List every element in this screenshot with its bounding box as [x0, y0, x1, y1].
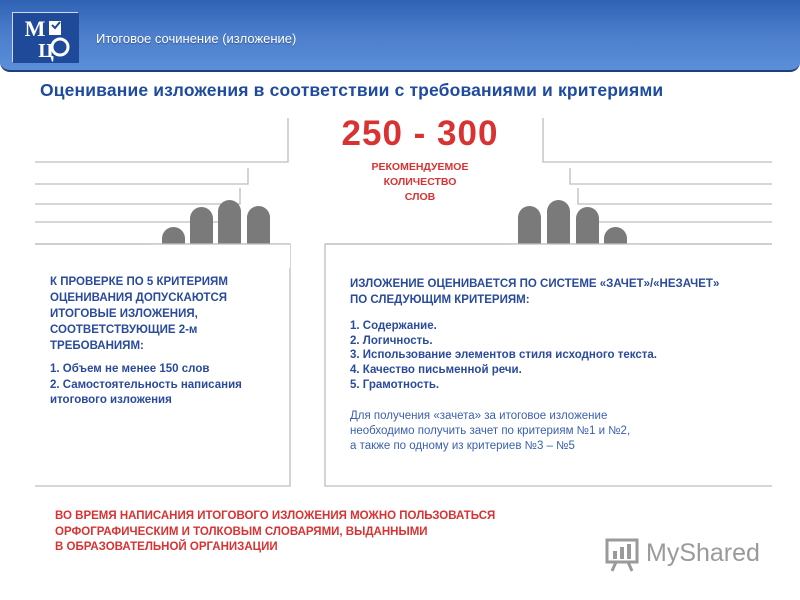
left-panel-intro: К ПРОВЕРКЕ ПО 5 КРИТЕРИЯМ ОЦЕНИВАНИЯ ДОПУСКАЮТСЯ ИТОГОВЫЕ ИЗЛОЖЕНИЯ, СООТВЕТСТВУЮЩИЕ 2-м ТРЕБОВАНИЯМ:: [50, 276, 228, 352]
svg-text:M: M: [24, 16, 46, 41]
watermark[interactable]: [604, 536, 774, 576]
word-count-label: РЕКОМЕНДУЕМОЕ КОЛИЧЕСТВО СЛОВ: [371, 161, 469, 203]
right-panel-criteria: 1. Содержание. 2. Логичность. 3. Использование элементов стиля исходного текста. 4. Качество письменной речи. 5. Грамотность.: [350, 320, 657, 391]
watermark-text: MyShared: [646, 539, 760, 567]
presentation-board-icon: [604, 536, 644, 572]
bottom-note: ВО ВРЕМЯ НАПИСАНИЯ ИТОГОВОГО ИЗЛОЖЕНИЯ МОЖНО ПОЛЬЗОВАТЬСЯ ОРФОГРАФИЧЕСКИМ И ТОЛКОВЫМ СЛОВАРЯМИ, ВЫДАННЫМИ В ОБРАЗОВАТЕЛЬНОЙ ОРГАНИЗАЦИИ: [55, 510, 496, 553]
header-title: Итоговое сочинение (изложение): [96, 31, 297, 46]
right-panel-intro: ИЗЛОЖЕНИЕ ОЦЕНИВАЕТСЯ ПО СИСТЕМЕ «ЗАЧЕТ»/«НЕЗАЧЕТ» ПО СЛЕДУЮЩИМ КРИТЕРИЯМ:: [350, 278, 720, 306]
word-count-value: 250 - 300: [341, 114, 499, 153]
left-panel-requirements: 1. Объем не менее 150 слов 2. Самостоятельность написания итогового изложения: [50, 363, 242, 406]
svg-text:Ц: Ц: [38, 40, 54, 62]
right-panel-note: Для получения «зачета» за итоговое изложение необходимо получить зачет по критериям №1 и №2, а также по одному из критериев №3 – №5: [350, 410, 631, 452]
slide-title: Оценивание изложения в соответствии с требованиями и критериями: [40, 80, 664, 100]
